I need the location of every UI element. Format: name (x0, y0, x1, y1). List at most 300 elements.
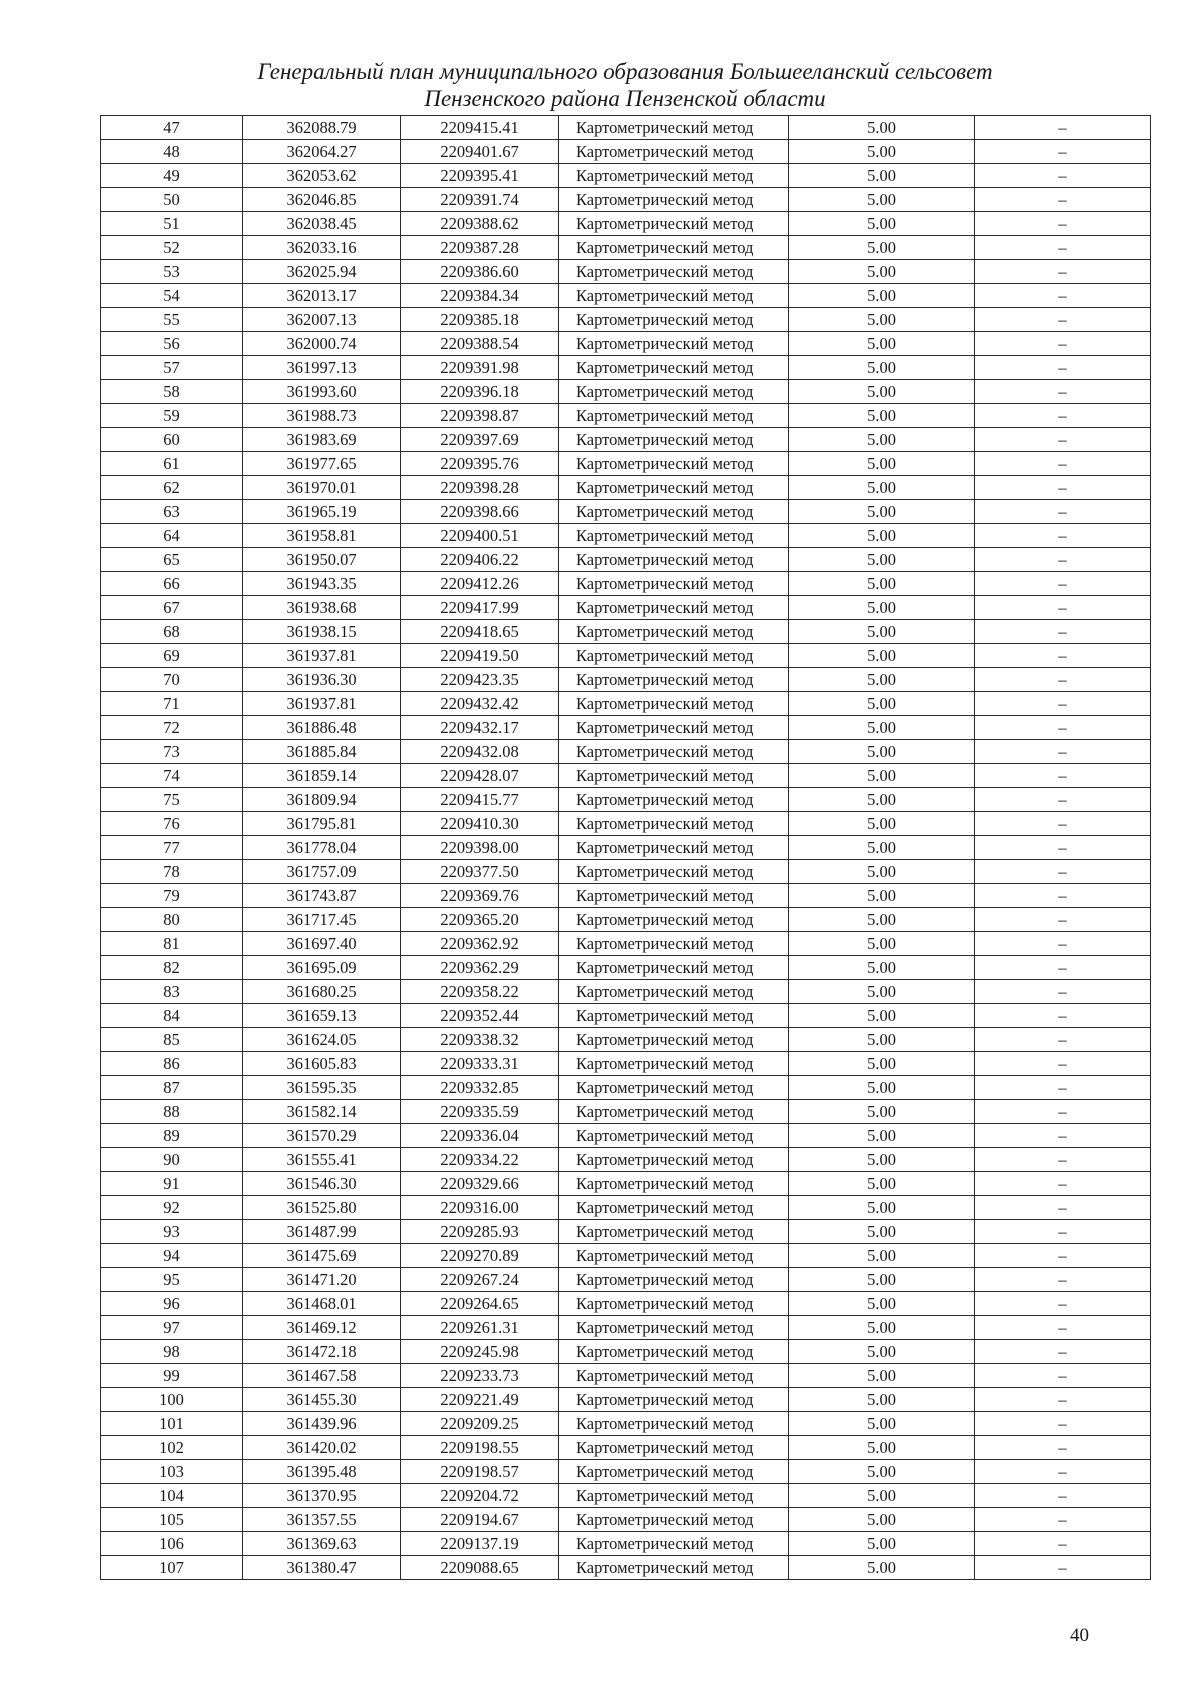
accuracy-cell: 5.00 (789, 500, 975, 524)
y-coordinate-cell: 2209406.22 (401, 548, 559, 572)
table-row (101, 332, 1151, 356)
method-cell: Картометрический метод (559, 668, 789, 692)
accuracy-cell: 5.00 (789, 1196, 975, 1220)
y-coordinate-cell: 2209233.73 (401, 1364, 559, 1388)
note-cell: – (975, 692, 1151, 716)
x-coordinate-cell: 361697.40 (243, 932, 401, 956)
method-cell: Картометрический метод (559, 164, 789, 188)
method-cell: Картометрический метод (559, 260, 789, 284)
x-coordinate-cell: 361369.63 (243, 1532, 401, 1556)
point-number-cell: 63 (101, 500, 243, 524)
note-cell: – (975, 548, 1151, 572)
note-cell: – (975, 236, 1151, 260)
x-coordinate-cell: 361525.80 (243, 1196, 401, 1220)
y-coordinate-cell: 2209423.35 (401, 668, 559, 692)
y-coordinate-cell: 2209267.24 (401, 1268, 559, 1292)
accuracy-cell: 5.00 (789, 1556, 975, 1580)
table-row (101, 1556, 1151, 1580)
x-coordinate-cell: 362064.27 (243, 140, 401, 164)
point-number-cell: 95 (101, 1268, 243, 1292)
x-coordinate-cell: 361659.13 (243, 1004, 401, 1028)
note-cell: – (975, 740, 1151, 764)
table-row (101, 1412, 1151, 1436)
table-row (101, 260, 1151, 284)
y-coordinate-cell: 2209398.87 (401, 404, 559, 428)
method-cell: Картометрический метод (559, 284, 789, 308)
y-coordinate-cell: 2209391.98 (401, 356, 559, 380)
accuracy-cell: 5.00 (789, 884, 975, 908)
accuracy-cell: 5.00 (789, 668, 975, 692)
table-row (101, 524, 1151, 548)
method-cell: Картометрический метод (559, 572, 789, 596)
method-cell: Картометрический метод (559, 884, 789, 908)
x-coordinate-cell: 361743.87 (243, 884, 401, 908)
y-coordinate-cell: 2209336.04 (401, 1124, 559, 1148)
x-coordinate-cell: 361757.09 (243, 860, 401, 884)
method-cell: Картометрический метод (559, 1268, 789, 1292)
table-row (101, 764, 1151, 788)
point-number-cell: 61 (101, 452, 243, 476)
accuracy-cell: 5.00 (789, 308, 975, 332)
table-row (101, 620, 1151, 644)
note-cell: – (975, 164, 1151, 188)
note-cell: – (975, 716, 1151, 740)
table-row (101, 380, 1151, 404)
accuracy-cell: 5.00 (789, 1148, 975, 1172)
method-cell: Картометрический метод (559, 236, 789, 260)
table-row (101, 596, 1151, 620)
accuracy-cell: 5.00 (789, 1484, 975, 1508)
y-coordinate-cell: 2209221.49 (401, 1388, 559, 1412)
table-row (101, 1220, 1151, 1244)
accuracy-cell: 5.00 (789, 908, 975, 932)
x-coordinate-cell: 361370.95 (243, 1484, 401, 1508)
point-number-cell: 96 (101, 1292, 243, 1316)
table-row (101, 1196, 1151, 1220)
point-number-cell: 51 (101, 212, 243, 236)
method-cell: Картометрический метод (559, 212, 789, 236)
method-cell: Картометрический метод (559, 1556, 789, 1580)
method-cell: Картометрический метод (559, 1244, 789, 1268)
table-row (101, 1148, 1151, 1172)
point-number-cell: 98 (101, 1340, 243, 1364)
y-coordinate-cell: 2209338.32 (401, 1028, 559, 1052)
point-number-cell: 105 (101, 1508, 243, 1532)
table-row (101, 356, 1151, 380)
point-number-cell: 62 (101, 476, 243, 500)
method-cell: Картометрический метод (559, 452, 789, 476)
accuracy-cell: 5.00 (789, 836, 975, 860)
x-coordinate-cell: 361695.09 (243, 956, 401, 980)
accuracy-cell: 5.00 (789, 1052, 975, 1076)
note-cell: – (975, 1388, 1151, 1412)
y-coordinate-cell: 2209401.67 (401, 140, 559, 164)
x-coordinate-cell: 362046.85 (243, 188, 401, 212)
point-number-cell: 65 (101, 548, 243, 572)
table-row (101, 116, 1151, 140)
point-number-cell: 91 (101, 1172, 243, 1196)
point-number-cell: 75 (101, 788, 243, 812)
note-cell: – (975, 212, 1151, 236)
x-coordinate-cell: 361993.60 (243, 380, 401, 404)
y-coordinate-cell: 2209398.66 (401, 500, 559, 524)
x-coordinate-cell: 361555.41 (243, 1148, 401, 1172)
table-row (101, 1484, 1151, 1508)
note-cell: – (975, 1556, 1151, 1580)
note-cell: – (975, 188, 1151, 212)
table-row (101, 404, 1151, 428)
method-cell: Картометрический метод (559, 1412, 789, 1436)
method-cell: Картометрический метод (559, 524, 789, 548)
x-coordinate-cell: 361937.81 (243, 644, 401, 668)
accuracy-cell: 5.00 (789, 1076, 975, 1100)
accuracy-cell: 5.00 (789, 476, 975, 500)
accuracy-cell: 5.00 (789, 356, 975, 380)
y-coordinate-cell: 2209415.77 (401, 788, 559, 812)
accuracy-cell: 5.00 (789, 596, 975, 620)
x-coordinate-cell: 361937.81 (243, 692, 401, 716)
point-number-cell: 102 (101, 1436, 243, 1460)
note-cell: – (975, 1244, 1151, 1268)
point-number-cell: 92 (101, 1196, 243, 1220)
table-row (101, 1244, 1151, 1268)
x-coordinate-cell: 362025.94 (243, 260, 401, 284)
y-coordinate-cell: 2209329.66 (401, 1172, 559, 1196)
method-cell: Картометрический метод (559, 140, 789, 164)
table-row (101, 1460, 1151, 1484)
x-coordinate-cell: 361439.96 (243, 1412, 401, 1436)
y-coordinate-cell: 2209410.30 (401, 812, 559, 836)
accuracy-cell: 5.00 (789, 404, 975, 428)
method-cell: Картометрический метод (559, 836, 789, 860)
note-cell: – (975, 476, 1151, 500)
method-cell: Картометрический метод (559, 788, 789, 812)
table-row (101, 788, 1151, 812)
note-cell: – (975, 500, 1151, 524)
accuracy-cell: 5.00 (789, 452, 975, 476)
x-coordinate-cell: 361950.07 (243, 548, 401, 572)
note-cell: – (975, 1364, 1151, 1388)
y-coordinate-cell: 2209432.08 (401, 740, 559, 764)
table-row (101, 1364, 1151, 1388)
point-number-cell: 70 (101, 668, 243, 692)
point-number-cell: 69 (101, 644, 243, 668)
accuracy-cell: 5.00 (789, 1316, 975, 1340)
table-row (101, 500, 1151, 524)
point-number-cell: 71 (101, 692, 243, 716)
point-number-cell: 77 (101, 836, 243, 860)
coordinates-table-body (101, 116, 1151, 1580)
table-row (101, 860, 1151, 884)
note-cell: – (975, 284, 1151, 308)
x-coordinate-cell: 361380.47 (243, 1556, 401, 1580)
accuracy-cell: 5.00 (789, 380, 975, 404)
x-coordinate-cell: 361988.73 (243, 404, 401, 428)
note-cell: – (975, 764, 1151, 788)
y-coordinate-cell: 2209377.50 (401, 860, 559, 884)
table-row (101, 668, 1151, 692)
method-cell: Картометрический метод (559, 764, 789, 788)
method-cell: Картометрический метод (559, 860, 789, 884)
point-number-cell: 94 (101, 1244, 243, 1268)
table-row (101, 476, 1151, 500)
note-cell: – (975, 572, 1151, 596)
note-cell: – (975, 1124, 1151, 1148)
y-coordinate-cell: 2209285.93 (401, 1220, 559, 1244)
accuracy-cell: 5.00 (789, 1124, 975, 1148)
note-cell: – (975, 380, 1151, 404)
point-number-cell: 50 (101, 188, 243, 212)
table-row (101, 164, 1151, 188)
note-cell: – (975, 956, 1151, 980)
y-coordinate-cell: 2209419.50 (401, 644, 559, 668)
table-row (101, 1028, 1151, 1052)
coordinates-table (100, 115, 1151, 1580)
x-coordinate-cell: 361570.29 (243, 1124, 401, 1148)
y-coordinate-cell: 2209384.34 (401, 284, 559, 308)
point-number-cell: 49 (101, 164, 243, 188)
note-cell: – (975, 1316, 1151, 1340)
method-cell: Картометрический метод (559, 380, 789, 404)
point-number-cell: 83 (101, 980, 243, 1004)
note-cell: – (975, 356, 1151, 380)
x-coordinate-cell: 361943.35 (243, 572, 401, 596)
method-cell: Картометрический метод (559, 932, 789, 956)
accuracy-cell: 5.00 (789, 1268, 975, 1292)
x-coordinate-cell: 361977.65 (243, 452, 401, 476)
point-number-cell: 90 (101, 1148, 243, 1172)
x-coordinate-cell: 362013.17 (243, 284, 401, 308)
y-coordinate-cell: 2209400.51 (401, 524, 559, 548)
x-coordinate-cell: 361859.14 (243, 764, 401, 788)
accuracy-cell: 5.00 (789, 1244, 975, 1268)
y-coordinate-cell: 2209362.29 (401, 956, 559, 980)
x-coordinate-cell: 361624.05 (243, 1028, 401, 1052)
method-cell: Картометрический метод (559, 500, 789, 524)
point-number-cell: 100 (101, 1388, 243, 1412)
note-cell: – (975, 1196, 1151, 1220)
note-cell: – (975, 428, 1151, 452)
method-cell: Картометрический метод (559, 1436, 789, 1460)
point-number-cell: 99 (101, 1364, 243, 1388)
y-coordinate-cell: 2209334.22 (401, 1148, 559, 1172)
table-row (101, 692, 1151, 716)
y-coordinate-cell: 2209415.41 (401, 116, 559, 140)
method-cell: Картометрический метод (559, 1052, 789, 1076)
y-coordinate-cell: 2209245.98 (401, 1340, 559, 1364)
y-coordinate-cell: 2209198.55 (401, 1436, 559, 1460)
y-coordinate-cell: 2209388.54 (401, 332, 559, 356)
note-cell: – (975, 1004, 1151, 1028)
page-number: 40 (1070, 1625, 1089, 1646)
x-coordinate-cell: 362033.16 (243, 236, 401, 260)
y-coordinate-cell: 2209391.74 (401, 188, 559, 212)
note-cell: – (975, 1340, 1151, 1364)
x-coordinate-cell: 361582.14 (243, 1100, 401, 1124)
table-row (101, 644, 1151, 668)
accuracy-cell: 5.00 (789, 620, 975, 644)
accuracy-cell: 5.00 (789, 764, 975, 788)
method-cell: Картометрический метод (559, 620, 789, 644)
method-cell: Картометрический метод (559, 1316, 789, 1340)
table-row (101, 1508, 1151, 1532)
table-row (101, 188, 1151, 212)
y-coordinate-cell: 2209264.65 (401, 1292, 559, 1316)
table-row (101, 572, 1151, 596)
accuracy-cell: 5.00 (789, 284, 975, 308)
note-cell: – (975, 860, 1151, 884)
x-coordinate-cell: 361938.15 (243, 620, 401, 644)
note-cell: – (975, 404, 1151, 428)
table-row (101, 1172, 1151, 1196)
point-number-cell: 79 (101, 884, 243, 908)
table-row (101, 548, 1151, 572)
x-coordinate-cell: 361970.01 (243, 476, 401, 500)
point-number-cell: 89 (101, 1124, 243, 1148)
table-row (101, 1268, 1151, 1292)
point-number-cell: 86 (101, 1052, 243, 1076)
table-row (101, 452, 1151, 476)
table-row (101, 836, 1151, 860)
y-coordinate-cell: 2209397.69 (401, 428, 559, 452)
accuracy-cell: 5.00 (789, 980, 975, 1004)
table-row (101, 236, 1151, 260)
x-coordinate-cell: 362000.74 (243, 332, 401, 356)
y-coordinate-cell: 2209333.31 (401, 1052, 559, 1076)
method-cell: Картометрический метод (559, 356, 789, 380)
point-number-cell: 88 (101, 1100, 243, 1124)
method-cell: Картометрический метод (559, 644, 789, 668)
point-number-cell: 56 (101, 332, 243, 356)
x-coordinate-cell: 362053.62 (243, 164, 401, 188)
point-number-cell: 97 (101, 1316, 243, 1340)
accuracy-cell: 5.00 (789, 812, 975, 836)
note-cell: – (975, 1508, 1151, 1532)
y-coordinate-cell: 2209387.28 (401, 236, 559, 260)
point-number-cell: 59 (101, 404, 243, 428)
accuracy-cell: 5.00 (789, 1004, 975, 1028)
y-coordinate-cell: 2209395.76 (401, 452, 559, 476)
table-row (101, 908, 1151, 932)
point-number-cell: 53 (101, 260, 243, 284)
point-number-cell: 87 (101, 1076, 243, 1100)
note-cell: – (975, 332, 1151, 356)
y-coordinate-cell: 2209332.85 (401, 1076, 559, 1100)
table-row (101, 884, 1151, 908)
accuracy-cell: 5.00 (789, 716, 975, 740)
y-coordinate-cell: 2209385.18 (401, 308, 559, 332)
table-row (101, 212, 1151, 236)
table-row (101, 1532, 1151, 1556)
x-coordinate-cell: 361467.58 (243, 1364, 401, 1388)
accuracy-cell: 5.00 (789, 1532, 975, 1556)
accuracy-cell: 5.00 (789, 1172, 975, 1196)
y-coordinate-cell: 2209396.18 (401, 380, 559, 404)
method-cell: Картометрический метод (559, 308, 789, 332)
y-coordinate-cell: 2209352.44 (401, 1004, 559, 1028)
accuracy-cell: 5.00 (789, 692, 975, 716)
accuracy-cell: 5.00 (789, 1220, 975, 1244)
x-coordinate-cell: 361680.25 (243, 980, 401, 1004)
table-row (101, 1124, 1151, 1148)
y-coordinate-cell: 2209432.42 (401, 692, 559, 716)
note-cell: – (975, 116, 1151, 140)
x-coordinate-cell: 361395.48 (243, 1460, 401, 1484)
y-coordinate-cell: 2209388.62 (401, 212, 559, 236)
note-cell: – (975, 668, 1151, 692)
note-cell: – (975, 980, 1151, 1004)
y-coordinate-cell: 2209386.60 (401, 260, 559, 284)
point-number-cell: 57 (101, 356, 243, 380)
note-cell: – (975, 908, 1151, 932)
accuracy-cell: 5.00 (789, 188, 975, 212)
method-cell: Картометрический метод (559, 116, 789, 140)
accuracy-cell: 5.00 (789, 740, 975, 764)
method-cell: Картометрический метод (559, 1124, 789, 1148)
point-number-cell: 106 (101, 1532, 243, 1556)
y-coordinate-cell: 2209088.65 (401, 1556, 559, 1580)
note-cell: – (975, 812, 1151, 836)
method-cell: Картометрический метод (559, 1484, 789, 1508)
point-number-cell: 80 (101, 908, 243, 932)
table-row (101, 428, 1151, 452)
x-coordinate-cell: 361420.02 (243, 1436, 401, 1460)
point-number-cell: 54 (101, 284, 243, 308)
point-number-cell: 76 (101, 812, 243, 836)
note-cell: – (975, 788, 1151, 812)
note-cell: – (975, 524, 1151, 548)
method-cell: Картометрический метод (559, 428, 789, 452)
note-cell: – (975, 836, 1151, 860)
method-cell: Картометрический метод (559, 980, 789, 1004)
accuracy-cell: 5.00 (789, 1460, 975, 1484)
table-row (101, 812, 1151, 836)
method-cell: Картометрический метод (559, 188, 789, 212)
note-cell: – (975, 1076, 1151, 1100)
y-coordinate-cell: 2209398.28 (401, 476, 559, 500)
note-cell: – (975, 1100, 1151, 1124)
accuracy-cell: 5.00 (789, 572, 975, 596)
method-cell: Картометрический метод (559, 596, 789, 620)
note-cell: – (975, 308, 1151, 332)
method-cell: Картометрический метод (559, 1196, 789, 1220)
method-cell: Картометрический метод (559, 1292, 789, 1316)
method-cell: Картометрический метод (559, 1100, 789, 1124)
x-coordinate-cell: 361595.35 (243, 1076, 401, 1100)
header-title-line-2: Пензенского района Пензенской области (424, 86, 826, 111)
accuracy-cell: 5.00 (789, 236, 975, 260)
x-coordinate-cell: 362038.45 (243, 212, 401, 236)
method-cell: Картометрический метод (559, 692, 789, 716)
point-number-cell: 84 (101, 1004, 243, 1028)
point-number-cell: 52 (101, 236, 243, 260)
table-row (101, 1340, 1151, 1364)
note-cell: – (975, 452, 1151, 476)
accuracy-cell: 5.00 (789, 1340, 975, 1364)
x-coordinate-cell: 361965.19 (243, 500, 401, 524)
x-coordinate-cell: 362007.13 (243, 308, 401, 332)
y-coordinate-cell: 2209418.65 (401, 620, 559, 644)
y-coordinate-cell: 2209428.07 (401, 764, 559, 788)
x-coordinate-cell: 361997.13 (243, 356, 401, 380)
accuracy-cell: 5.00 (789, 524, 975, 548)
x-coordinate-cell: 361475.69 (243, 1244, 401, 1268)
y-coordinate-cell: 2209198.57 (401, 1460, 559, 1484)
note-cell: – (975, 884, 1151, 908)
accuracy-cell: 5.00 (789, 932, 975, 956)
method-cell: Картометрический метод (559, 1532, 789, 1556)
table-row (101, 956, 1151, 980)
